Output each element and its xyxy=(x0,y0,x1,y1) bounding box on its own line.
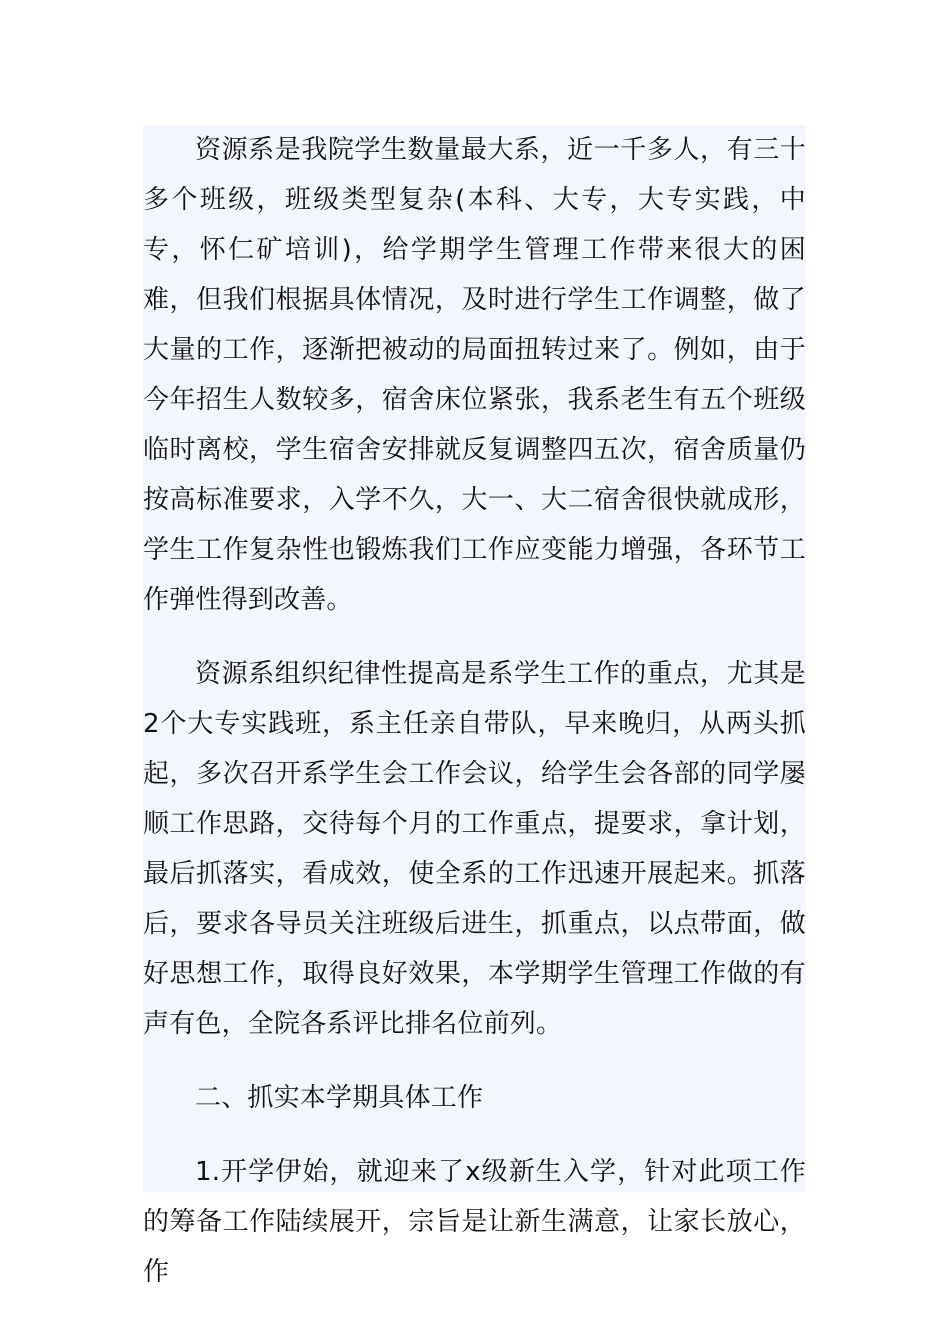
paragraph-2: 资源系组织纪律性提高是系学生工作的重点，尤其是2个大专实践班，系主任亲自带队，早来晚归，从两头抓起，多次召开系学生会工作会议，给学生会各部的同学屡顺工作思路，交待每个月的工作重点，提要求，拿计划，最后抓落实，看成效，使全系的工作迅速开展起来。抓落后，要求各导员关注班级后进生，抓重点，以点带面，做好思想工作，取得良好效果，本学期学生管理工作做的有声有色，全院各系评比排名位前列。 xyxy=(143,659,806,1039)
section-heading: 二、抓实本学期具体工作 xyxy=(195,1083,484,1113)
paragraph-3: 1.开学伊始，就迎来了x级新生入学，针对此项工作的筹备工作陆续展开，宗旨是让新生满意，让家长放心，作 xyxy=(143,1157,806,1287)
document-body xyxy=(143,125,806,1287)
paragraph-1: 资源系是我院学生数量最大系，近一千多人，有三十多个班级，班级类型复杂(本科、大专，大专实践，中专，怀仁矿培训)，给学期学生管理工作带来很大的困难，但我们根据具体情况，及时进行学生工作调整，做了大量的工作，逐渐把被动的局面扭转过来了。例如，由于今年招生人数较多，宿舍床位紧张，我系老生有五个班级临时离校，学生宿舍安排就反复调整四五次，宿舍质量仍按高标准要求，入学不久，大一、大二宿舍很快就成形，学生工作复杂性也锻炼我们工作应变能力增强，各环节工作弹性得到改善。 xyxy=(143,135,806,615)
